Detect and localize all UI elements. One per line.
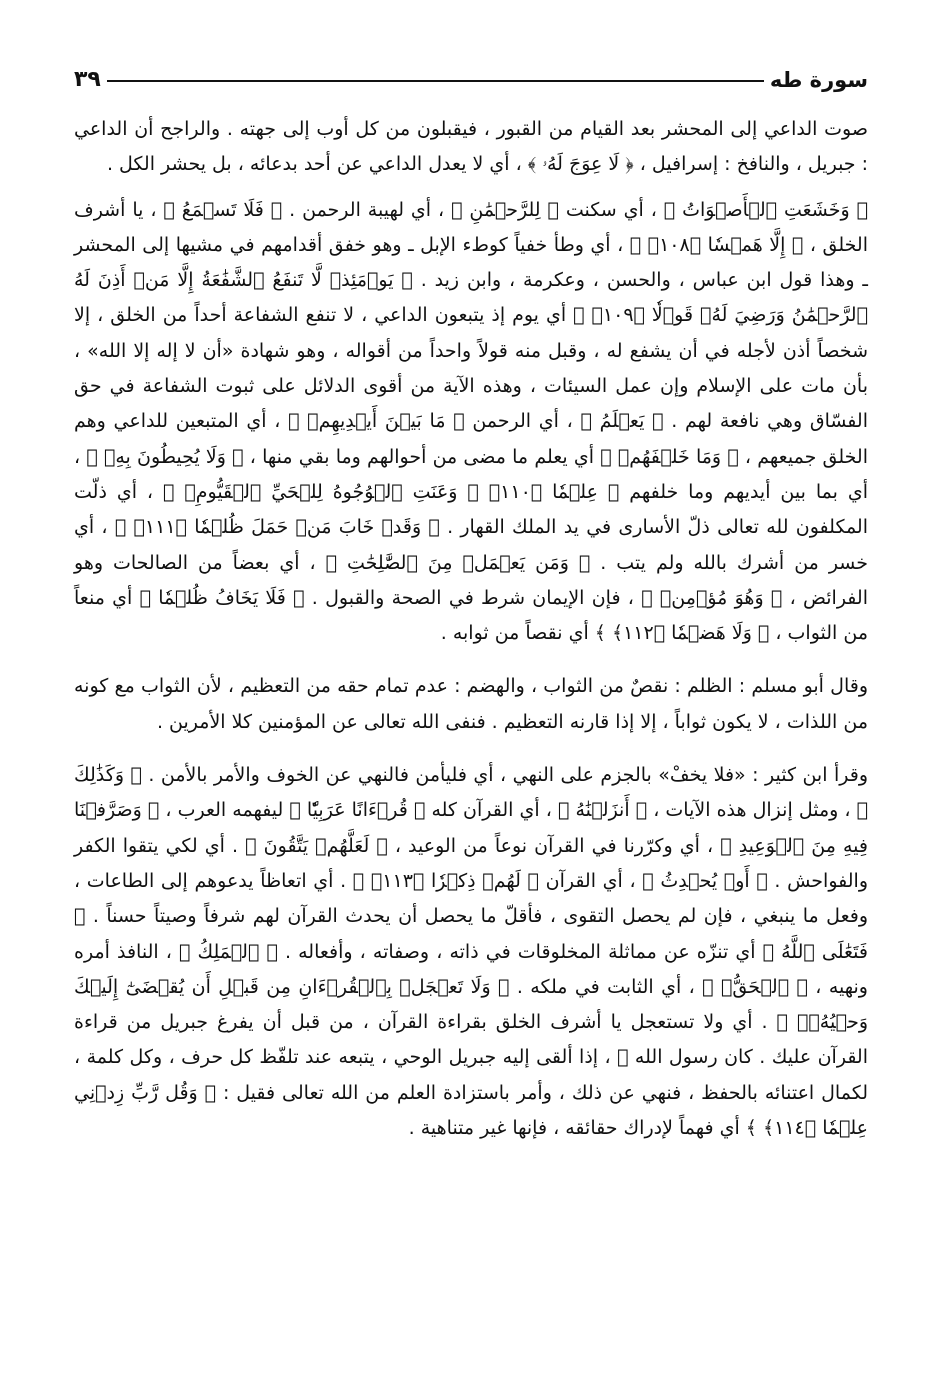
header-rule bbox=[107, 80, 764, 82]
page-body bbox=[74, 112, 868, 1164]
paragraph-2: ﴿ وَخَشَعَتِ ٱلۡأَصۡوَاتُ ﴾ ، أي سكنت ﴿ لِلرَّحۡمَٰنِ ﴾ ، أي لهيبة الرحمن . ﴿ فَلَا تَسۡمَعُ ﴾ ، يا أشرف الخلق ، ﴿ إِلَّا هَمۡسٗا ﴿١٠٨﴾ ﴾ ، أي وطأ خفياً كوطء الإبل ـ وهو خفق أقدامهم في مشيها إلى المحشر ـ وهذا قول ابن عباس ، والحسن ، وعكرمة ، وابن زيد . ﴿ يَوۡمَئِذٖ لَّا تَنفَعُ ٱلشَّفَٰعَةُ إِلَّا مَنۡ أَذِنَ لَهُ ٱلرَّحۡمَٰنُ وَرَضِيَ لَهُۥ قَوۡلٗا ﴿١٠٩﴾ ﴾ أي يوم إذ يتبعون الداعي ، لا تنفع الشفاعة أحداً من الخلق ، إلا شخصاً أذن لأجله في أن يشفع له ، وقبل منه قولاً واحداً من أقواله ، وهو شهادة «أن لا إله إلا الله» ، بأن مات على الإسلام وإن عمل السيئات ، وهذه الآية من أقوى الدلائل على ثبوت الشفاعة في حق الفسّاق وهي نافعة لهم . ﴿ يَعۡلَمُ ﴾ ، أي الرحمن ﴿ مَا بَيۡنَ أَيۡدِيهِمۡ ﴾ ، أي المتبعين للداعي وهم الخلق جميعهم ، ﴿ وَمَا خَلۡفَهُمۡ ﴾ أي يعلم ما مضى من أحوالهم وما بقي منها ، ﴿ وَلَا يُحِيطُونَ بِهِۦ ﴾ ، أي بما بين أيديهم وما خلفهم ﴿ عِلۡمٗا ﴿١١٠﴾ ۞ وَعَنَتِ ٱلۡوُجُوهُ لِلۡحَيِّ ٱلۡقَيُّومِۖ ﴾ ، أي ذلّت المكلفون لله تعالى ذلّ الأسارى في يد الملك القهار . ﴿ وَقَدۡ خَابَ مَنۡ حَمَلَ ظُلۡمٗا ﴿١١١﴾ ﴾ ، أي خسر من أشرك بالله ولم يتب . ﴿ وَمَن يَعۡمَلۡ مِنَ ٱلصَّٰلِحَٰتِ ﴾ ، أي بعضاً من الصالحات وهو الفرائض ، ﴿ وَهُوَ مُؤۡمِنٞ ﴾ ، فإن الإيمان شرط في الصحة والقبول . ﴿ فَلَا يَخَافُ ظُلۡمٗا ﴾ أي منعاً من الثواب ، ﴿ وَلَا هَضۡمٗا ﴿١١٢﴾ ﴾ أي نقصاً من ثوابه . bbox=[74, 198, 868, 645]
page-header bbox=[74, 52, 868, 92]
paragraph-1: صوت الداعي إلى المحشر بعد القيام من القبور ، فيقبلون من كل أوب إلى جهته . والراجح أن الداعي : جبريل ، والنافخ : إسرافيل ، ﴿ لَا عِوَجَ لَهُۥ ﴾ ، أي لا يعدل الداعي عن أحد بدعائه ، بل يحشر الكل . bbox=[74, 118, 868, 176]
paragraph-3: وقال أبو مسلم : الظلم : نقصٌ من الثواب ، والهضم : عدم تمام حقه من التعظيم ، لأن الثواب مع كونه من اللذات ، لا يكون ثواباً ، إلا إذا قارنه التعظيم . فنفى الله تعالى عن المؤمنين كلا الأمرين . bbox=[74, 675, 868, 733]
surah-title: سورة طه bbox=[769, 68, 868, 92]
page-number: ٣٩ bbox=[74, 67, 101, 92]
paragraph-4: وقرأ ابن كثير : «فلا يخفْ» بالجزم على النهي ، أي فليأمن فالنهي عن الخوف والأمر بالأمن . ﴿ وَكَذَٰلِكَ ﴾ ، ومثل إنزال هذه الآيات ، ﴿ أَنزَلۡنَٰهُ ﴾ ، أي القرآن كله ﴿ قُرۡءَانًا عَرَبِيّٗا ﴾ ليفهمه العرب ، ﴿ وَصَرَّفۡنَا فِيهِ مِنَ ٱلۡوَعِيدِ ﴾ ، أي وكرّرنا في القرآن نوعاً من الوعيد ، ﴿ لَعَلَّهُمۡ يَتَّقُونَ ﴾ . أي لكي يتقوا الكفر والفواحش . ﴿ أَوۡ يُحۡدِثُ ﴾ ، أي القرآن ﴿ لَهُمۡ ذِكۡرٗا ﴿١١٣﴾ ﴾ . أي اتعاظاً يدعوهم إلى الطاعات ، وفعل ما ينبغي ، فإن لم يحصل التقوى ، فأقلّ ما يحصل أن يحدث القرآن لهم شرفاً وصيتاً حسناً . ﴿ فَتَعَٰلَى ٱللَّهُ ﴾ أي تنزّه عن مماثلة المخلوقات في ذاته ، وصفاته ، وأفعاله . ﴿ ٱلۡمَلِكُ ﴾ ، النافذ أمره ونهيه ، ﴿ ٱلۡحَقُّۗ ﴾ ، أي الثابت في ملكه . ﴿ وَلَا تَعۡجَلۡ بِٱلۡقُرۡءَانِ مِن قَبۡلِ أَن يُقۡضَىٰٓ إِلَيۡكَ وَحۡيُهُۥۖ ﴾ . أي ولا تستعجل يا أشرف الخلق بقراءة القرآن ، من قبل أن يفرغ جبريل من قراءة القرآن عليك . كان رسول الله ﷺ ، إذا ألقى إليه جبريل الوحي ، يتبعه عند تلفّظ كل حرف ، وكل كلمة ، لكمال اعتنائه بالحفظ ، فنهي عن ذلك ، وأمر باستزادة العلم من الله تعالى فقيل : ﴿ وَقُل رَّبِّ زِدۡنِي عِلۡمٗا ﴿١١٤﴾ ﴾ أي فهماً لإدراك حقائقه ، فإنها غير متناهية . bbox=[74, 764, 868, 1140]
